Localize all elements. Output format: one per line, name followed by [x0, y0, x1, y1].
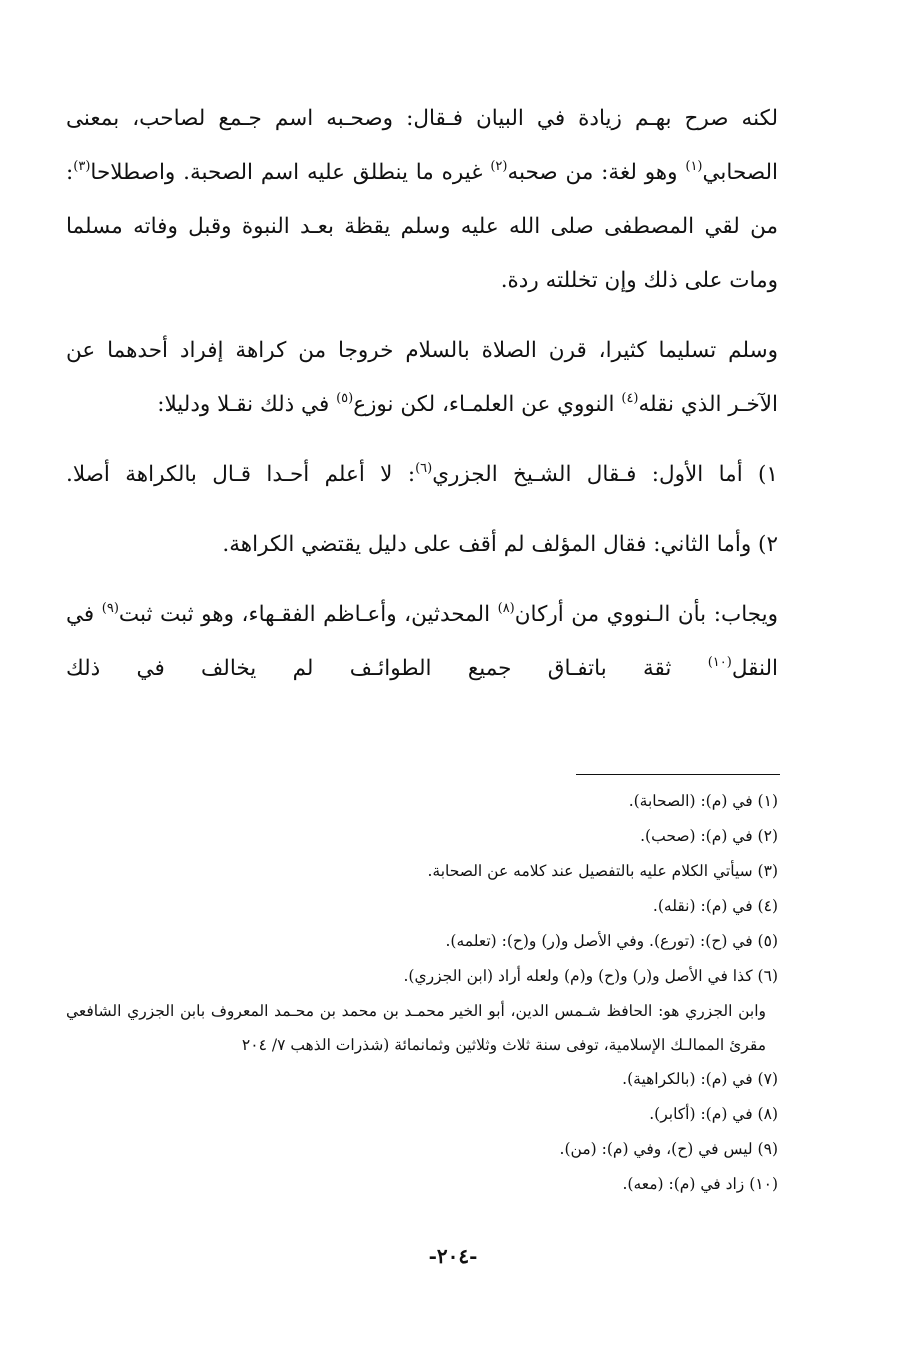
main-text [66, 92, 778, 712]
footnote: (٣) سيأتي الكلام عليه بالتفصيل عند كلامه عن الصحابة. [427, 862, 778, 880]
paragraph-text: المحدثين، وأعـاظم الفقـهاء، وهو ثبت ثبت [118, 602, 498, 627]
footnote-marker: (٢) [490, 159, 508, 174]
footnote: (١) في (م): (الصحابة). [628, 792, 778, 810]
footnote-divider [576, 774, 780, 775]
footnote: (٤) في (م): (نقله). [652, 897, 778, 915]
paragraph [66, 448, 778, 502]
paragraph [66, 518, 778, 572]
paragraph-text: ويجاب: بأن الـنووي من أركان [514, 602, 778, 627]
paragraph-text: في ذلك نقـلا ودليلا: [157, 392, 337, 417]
footnote-marker: (٣) [73, 159, 91, 174]
paragraph-text: وسلم تسليما كثيرا، قرن الصلاة بالسلام خروجا من كراهة إفراد أحدهما عن الآخـر الذي نقله [66, 338, 778, 417]
footnote-marker: (١٠) [707, 655, 732, 670]
paragraph-text: : لا أعلم أحـدا قـال بالكراهة أصلا. [66, 462, 416, 487]
paragraph-text: وهو لغة: من صحبه [507, 160, 686, 185]
footnote: (٦) كذا في الأصل و(ر) و(ح) و(م) ولعله أراد (ابن الجزري). [403, 967, 778, 985]
footnote: (٨) في (م): (أكابر). [649, 1105, 778, 1123]
footnote-marker: (٨) [497, 601, 515, 616]
footnote: (٧) في (م): (بالكراهية). [622, 1070, 778, 1088]
footnote-continuation: وابن الجزري هو: الحافظ شـمس الدين، أبو الخير محمـد بن محمد بن محـمد المعروف بابن الجزري الشافعي مقرئ الممالـك الإسلامية، توفى سنة ثلاث وثلاثين وثمانمائة (شذرات الذهب ٧/ ٢٠٤ [66, 1002, 766, 1054]
footnote-marker: (٥) [336, 391, 354, 406]
paragraph-text: ١) أما الأول: فـقال الشـيخ الجزري [432, 462, 778, 487]
paragraph-text: غيره ما ينطلق عليه اسم الصحبة. واصطلاحا [90, 160, 491, 185]
footnote-marker: (١) [685, 159, 703, 174]
paragraph-text: في النقل [66, 602, 778, 681]
paragraph-text: : من لقي المصطفى صلى الله عليه وسلم يقظة بعـد النبوة وقبل وفاته مسلما ومات على ذلك وإن تخللته ردة. [66, 160, 778, 293]
page-number: -٢٠٤- [428, 1244, 478, 1268]
paragraph-text: لكنه صرح بهـم زيادة في البيان فـقال: وصحـبه اسم جـمع لصاحب، بمعنى الصحابي [66, 106, 779, 185]
paragraph-text: ٢) وأما الثاني: فقال المؤلف لم أقف على دليل يقتضي الكراهة. [222, 532, 778, 557]
footnote: (٢) في (م): (صحب). [640, 827, 778, 845]
paragraph-text: النووي عن العلمـاء، لكن نوزع [353, 392, 622, 417]
paragraph [66, 324, 778, 432]
paragraph [66, 588, 778, 696]
paragraph-text: ثقة باتفـاق جميع الطوائـف لم يخالف في ذلك [66, 656, 708, 681]
footnote: (١٠) زاد في (م): (معه). [622, 1175, 778, 1193]
paragraph [66, 92, 778, 308]
footnote-marker: (٩) [101, 601, 119, 616]
footnote: (٩) ليس في (ح)، وفي (م): (من). [559, 1140, 778, 1158]
footnotes [66, 784, 778, 1202]
footnote: (٥) في (ح): (تورع). وفي الأصل و(ر) و(ح): (تعلمه). [445, 932, 778, 950]
footnote-marker: (٤) [621, 391, 639, 406]
footnote-marker: (٦) [415, 461, 433, 476]
